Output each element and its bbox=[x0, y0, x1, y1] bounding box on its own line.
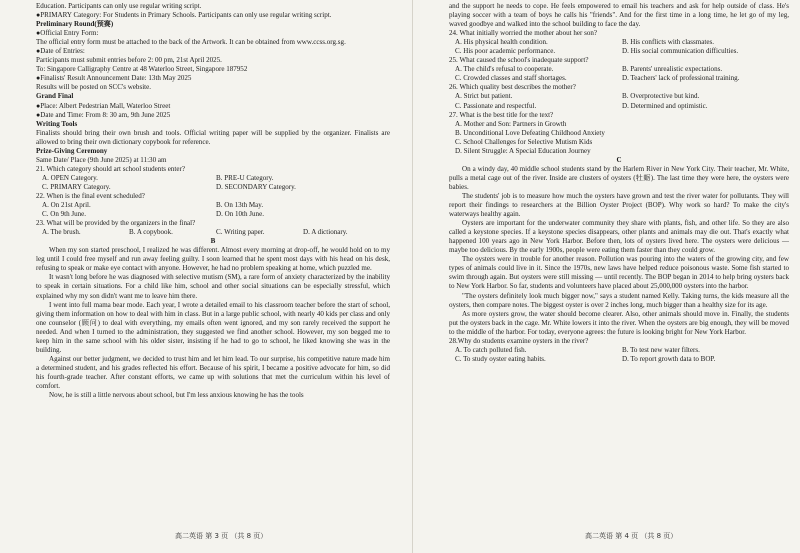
prelim-heading: Preliminary Round(预赛) bbox=[36, 20, 114, 29]
option: B. On 13th May. bbox=[216, 201, 264, 210]
question-21-options bbox=[36, 174, 390, 192]
prelim-line: Results will be posted on SCC's website. bbox=[36, 83, 152, 92]
passage-b-continuation: and the support he needs to cope. He feels empowered to email his teachers and ask for help outside of class. He's playing soccer with a team of boys he calls his "friends". And for the first time in a long time, he let go of my leg, waved goodbye and walked into the school building to face the day. bbox=[449, 2, 789, 29]
option: D. Teachers' lack of professional training. bbox=[622, 74, 740, 83]
option: C. Crowded classes and staff shortages. bbox=[455, 74, 567, 83]
option: B. Parents' unrealistic expectations. bbox=[622, 65, 723, 74]
writing-tools-heading: Writing Tools bbox=[36, 119, 78, 128]
left-page bbox=[36, 2, 390, 522]
option: B. To test new water filters. bbox=[622, 345, 700, 354]
option: A. On 21st April. bbox=[42, 201, 91, 210]
option: C. To study oyster eating habits. bbox=[455, 354, 546, 363]
option: C. On 9th June. bbox=[42, 210, 87, 219]
page-fold-divider bbox=[412, 0, 413, 553]
question-25-options bbox=[449, 65, 789, 83]
page-footer-left: 高二英语 第 3 页 （共 8 页） bbox=[175, 532, 268, 540]
option: A. Strict but patient. bbox=[455, 92, 513, 101]
option: D. On 10th June. bbox=[216, 210, 264, 219]
option: B. His conflicts with classmates. bbox=[622, 38, 714, 47]
question-23-options bbox=[36, 228, 390, 237]
option: A. The child's refusal to cooperate. bbox=[455, 65, 554, 74]
passage-b-paragraph: Now, he is still a little nervous about school, but I'm less anxious knowing he has the tools bbox=[49, 391, 304, 400]
option: D. His social communication difficulties. bbox=[622, 47, 739, 56]
option: D. Determined and optimistic. bbox=[622, 101, 708, 110]
question-23: 23. What will be provided by the organizers in the final? bbox=[36, 219, 196, 228]
right-page bbox=[449, 2, 789, 522]
grand-final-line: ●Place: Albert Pedestrian Mall, Waterloo Street bbox=[36, 101, 171, 110]
writing-tools-text: Finalists should bring their own brush and tools. Official writing paper will be supplied by the organizer. Finalists are allowed to bring their own dictionary copybook for reference. bbox=[36, 128, 390, 146]
prelim-line: The official entry form must be attached to the back of the Artwork. It can be obtained from www.ccss.org.sg. bbox=[36, 38, 346, 47]
question-27: 27. What is the best title for the text? bbox=[449, 110, 554, 119]
question-26: 26. Which quality best describes the mother? bbox=[449, 83, 576, 92]
option: A. His physical health condition. bbox=[455, 38, 548, 47]
option: A. To catch polluted fish. bbox=[455, 345, 527, 354]
prelim-line: ●Date of Entries: bbox=[36, 47, 85, 56]
passage-b-paragraph: It wasn't long before he was diagnosed with selective mutism (SM), a rare form of anxiety characterized by the inability to speak in certain situations. For a child like him, school and other social situations can be especially stressful, which explained why my son didn't want me to leave him there. bbox=[36, 273, 390, 300]
question-22: 22. When is the final event scheduled? bbox=[36, 191, 145, 200]
intro-line: Education. Participants can only use regular writing script. bbox=[36, 2, 202, 10]
section-b-heading: B bbox=[210, 237, 216, 246]
passage-c-paragraph: "The oysters definitely look much bigger now," says a student named Kelly. Taking turns, the kids measure all the oysters, then compare notes. The biggest oyster is over 2 inches long, much bigger than a healthy size for its age. bbox=[449, 291, 789, 309]
option: B. Unconditional Love Defeating Childhood Anxiety bbox=[455, 128, 605, 137]
question-25: 25. What caused the school's inadequate support? bbox=[449, 56, 589, 65]
option: C. PRIMARY Category. bbox=[42, 182, 111, 191]
intro-line: ●PRIMARY Category: For Students in Primary Schools. Participants can only use regular writing script. bbox=[36, 11, 332, 20]
option: C. Writing paper. bbox=[216, 228, 265, 237]
passage-b-paragraph: I went into full mama bear mode. Each year, I wrote a detailed email to his classroom teacher before the start of school, giving them information on how to deal with him in class. But in a large public school, with nearly 40 kids per class and only one counselor (顾问) to deal with everything, my emails often went ignored, and my son rarely received the support he needed. And when I turned to the administration, they suggested we find another school. However, my son begged me to keep him in the same school with his older sister, insisting if he had to go to school, he liked knowing she was in the building. bbox=[36, 300, 390, 354]
option: B. Overprotective but kind. bbox=[622, 92, 700, 101]
option: D. A dictionary. bbox=[303, 228, 348, 237]
section-c-heading: C bbox=[616, 155, 622, 164]
grand-final-line: ●Date and Time: From 8: 30 am, 9th June 2025 bbox=[36, 110, 171, 119]
option: D. To report growth data to BOP. bbox=[622, 354, 716, 363]
prelim-line: ●Finalists' Result Announcement Date: 13th May 2025 bbox=[36, 74, 192, 83]
option: C. Passionate and respectful. bbox=[455, 101, 537, 110]
ceremony-text: Same Date/ Place (9th June 2025) at 11:30 am bbox=[36, 155, 167, 164]
grand-final-heading: Grand Final bbox=[36, 92, 74, 101]
passage-b-paragraph: Against our better judgment, we decided to trust him and let him lead. To our surprise, his competitive nature made him a determined student, and his grades reflected his effort. Because of his spirit, I became a positive advocate for him, so did his fourth-grade teacher. After constant efforts, we came up with solutions that met the curriculum within his level of comfort. bbox=[36, 354, 390, 390]
option: A. The brush. bbox=[42, 228, 81, 237]
passage-b-paragraph: When my son started preschool, I realized he was different. Almost every morning at drop-off, he would hold on to my leg until I could free myself and run away feeling guilty. I soon learned that he spent most days with his head on his desk, refusing to speak or make eye contact with anyone. However, he had no problem speaking at home, which puzzled me. bbox=[36, 246, 390, 273]
option: A. OPEN Category. bbox=[42, 173, 98, 182]
prelim-line: Participants must submit entries before 2: 00 pm, 21st April 2025. bbox=[36, 56, 222, 65]
option: D. Silent Struggle: A Special Education Journey bbox=[455, 146, 591, 155]
question-28-options bbox=[449, 346, 789, 364]
question-28: 28.Why do students examine oysters in the river? bbox=[449, 336, 589, 345]
ceremony-heading: Prize-Giving Ceremony bbox=[36, 146, 108, 155]
passage-c-paragraph: As more oysters grow, the water should become clearer. Also, other animals should move in. Finally, the students put the oysters back in the cage. Mr. White lowers it into the river. When the oysters are big enough, they will be moved to the middle of the harbor. For today, everyone agrees: the future is looking bright for New York Harbor. bbox=[449, 309, 789, 336]
option: D. SECONDARY Category. bbox=[216, 182, 296, 191]
passage-c-paragraph: Oysters are important for the underwater community they share with plants, fish, and other life. So they are also called a keystone species. If a keystone species disappears, other plants and animals may die out. That's exactly what happened 100 years ago in New York Harbor. Before then, lots of oysters lived here. The oysters were delicious — maybe too delicious. By the early 1900s, people were eating them faster than they could grow. bbox=[449, 219, 789, 255]
option: A. Mother and Son: Partners in Growth bbox=[455, 119, 567, 128]
question-21: 21. Which category should art school students enter? bbox=[36, 164, 185, 173]
question-24: 24. What initially worried the mother about her son? bbox=[449, 29, 598, 38]
option: B. PRE-U Category. bbox=[216, 173, 274, 182]
prelim-line: To: Singapore Calligraphy Centre at 48 Waterloo Street, Singapore 187952 bbox=[36, 65, 248, 74]
option: C. His poor academic performance. bbox=[455, 47, 556, 56]
passage-c-paragraph: The oysters were in trouble for another reason. Pollution was pouring into the waters of the growing city, and few types of animals could live in it. Since the 1970s, new laws have helped reduce poisonous waste. Some fish started to swim through again. But oysters were still missing — until recently. The BOP began in 2014 to help bring oysters back to New York Harbor. So far, students and volunteers have placed about 25,000,000 oysters into the harbor. bbox=[449, 255, 789, 291]
prelim-line: ●Official Entry Form: bbox=[36, 29, 99, 38]
question-22-options bbox=[36, 201, 390, 219]
passage-c-paragraph: The students' job is to measure how much the oysters have grown and test the river water for pollutants. They will report their findings to researchers at the Billion Oyster Project (BOP). Why work so hard? To make the city's waterways healthy again. bbox=[449, 191, 789, 219]
passage-c-paragraph: On a windy day, 40 middle school students stand by the Harlem River in New York City. Their teacher, Mr. White, pulls a metal cage out of the river. Inside are clusters of oysters (牡蛎). The last time they were here, the oysters were babies. bbox=[449, 164, 789, 191]
option: C. School Challenges for Selective Mutism Kids bbox=[455, 137, 593, 146]
option: B. A copybook. bbox=[129, 228, 173, 237]
page-footer-right: 高二英语 第 4 页 （共 8 页） bbox=[585, 532, 678, 540]
question-24-options bbox=[449, 38, 789, 56]
question-26-options bbox=[449, 92, 789, 110]
